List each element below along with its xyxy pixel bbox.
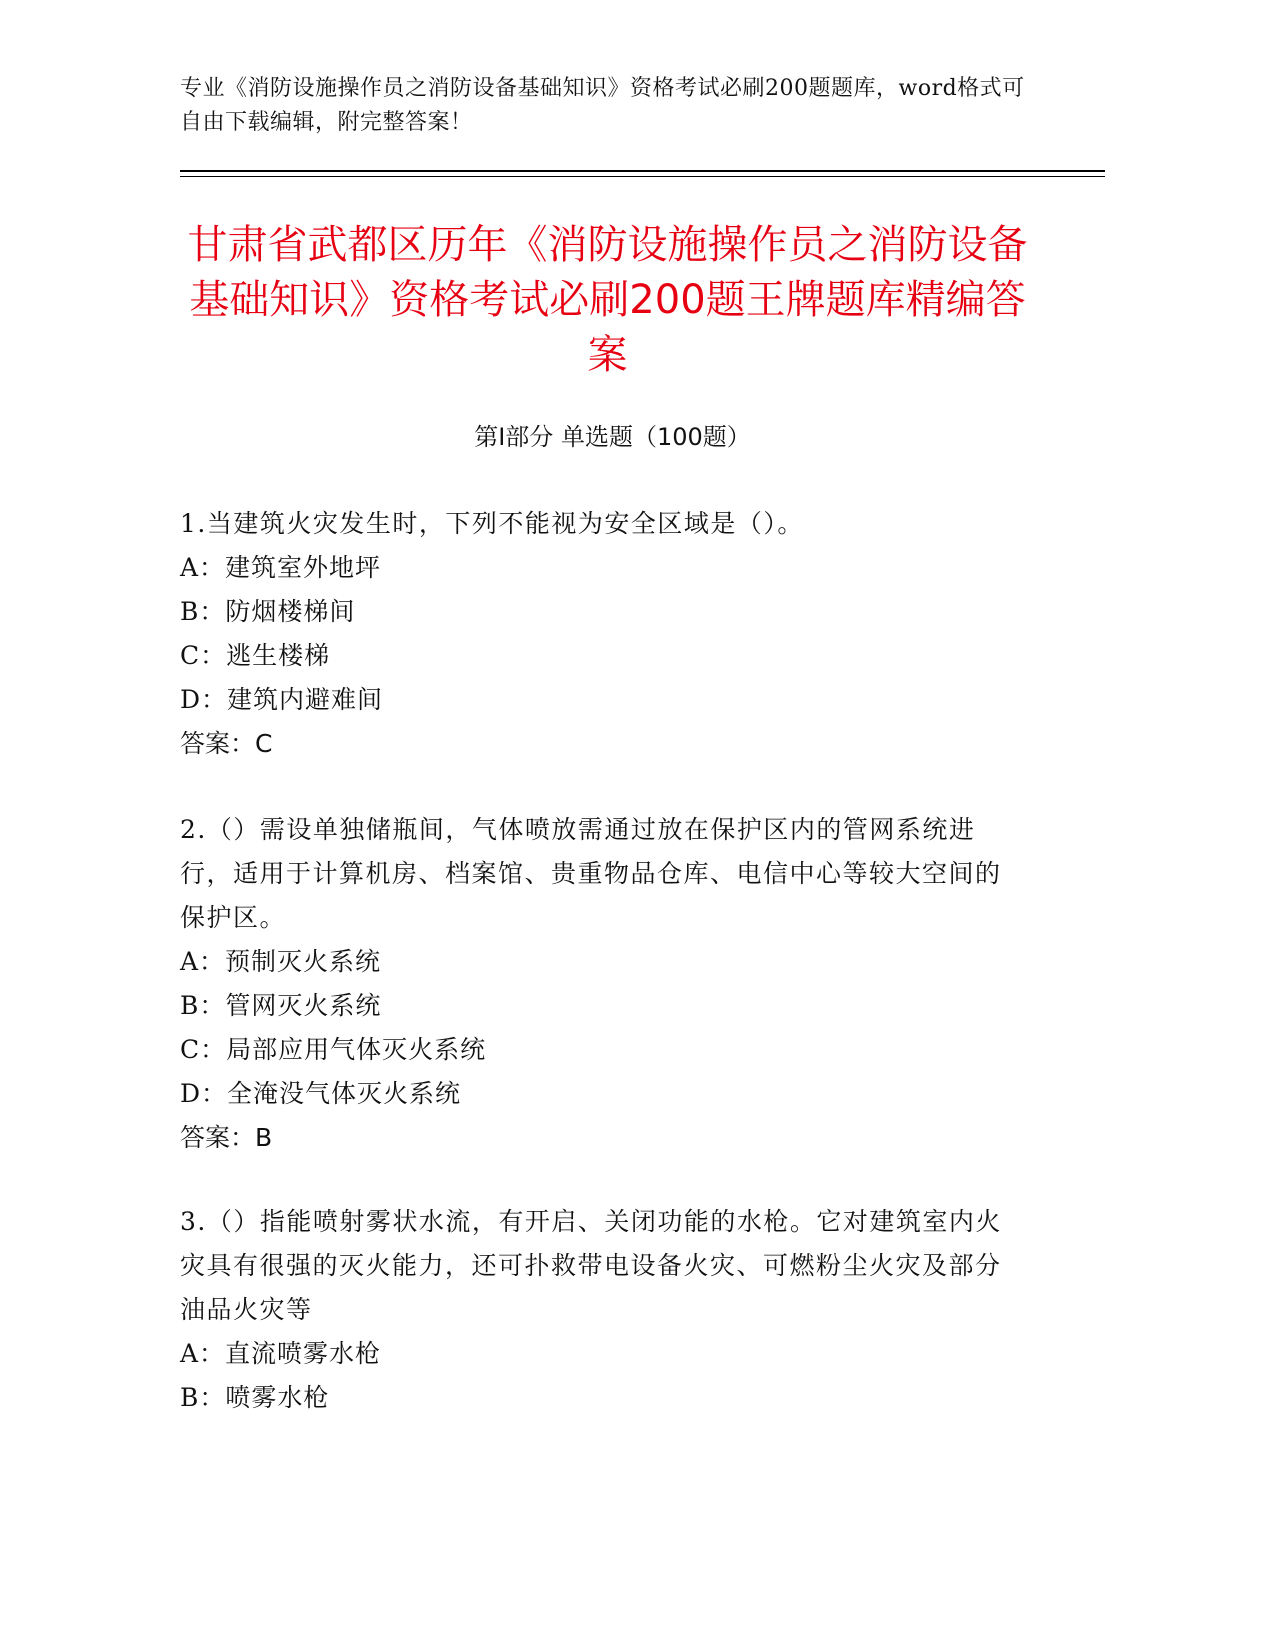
option-a: A：直流喷雾水枪 [180, 1339, 382, 1368]
document-title: 甘肃省武都区历年《消防设施操作员之消防设备基础知识》资格考试必刷200题王牌题库精编答案 [187, 222, 1028, 378]
option-c: C：局部应用气体灭火系统 [180, 1035, 487, 1064]
option-b: B：喷雾水枪 [180, 1383, 330, 1412]
question-3 [180, 1200, 1020, 1420]
header-note: 专业《消防设施操作员之消防设备基础知识》资格考试必刷200题题库，word格式可自由下载编辑，附完整答案！ [180, 76, 1025, 135]
section-heading: 第Ⅰ部分 单选题（100题） [474, 423, 751, 451]
option-c: C：逃生楼梯 [180, 641, 331, 670]
header-divider-thin [180, 176, 1105, 177]
question-stem: 2.（）需设单独储瓶间，气体喷放需通过放在保护区内的管网系统进行，适用于计算机房、档案馆、贵重物品仓库、电信中心等较大空间的保护区。 [180, 815, 1002, 932]
question-2 [180, 808, 1020, 1160]
option-d: D：全淹没气体灭火系统 [180, 1079, 462, 1108]
header-divider-thick [180, 170, 1105, 172]
question-stem: 1.当建筑火灾发生时，下列不能视为安全区域是（）。 [180, 509, 804, 538]
question-stem: 3.（）指能喷射雾状水流，有开启、关闭功能的水枪。它对建筑室内火灾具有很强的灭火能力，还可扑救带电设备火灾、可燃粉尘火灾及部分油品火灾等 [180, 1207, 1002, 1324]
question-1 [180, 502, 1020, 766]
option-a: A：预制灭火系统 [180, 947, 382, 976]
option-b: B：管网灭火系统 [180, 991, 382, 1020]
answer-line: 答案：B [180, 1123, 273, 1152]
option-d: D：建筑内避难间 [180, 685, 384, 714]
option-b: B：防烟楼梯间 [180, 597, 356, 626]
answer-line: 答案：C [180, 729, 273, 758]
option-a: A：建筑室外地坪 [180, 553, 382, 582]
